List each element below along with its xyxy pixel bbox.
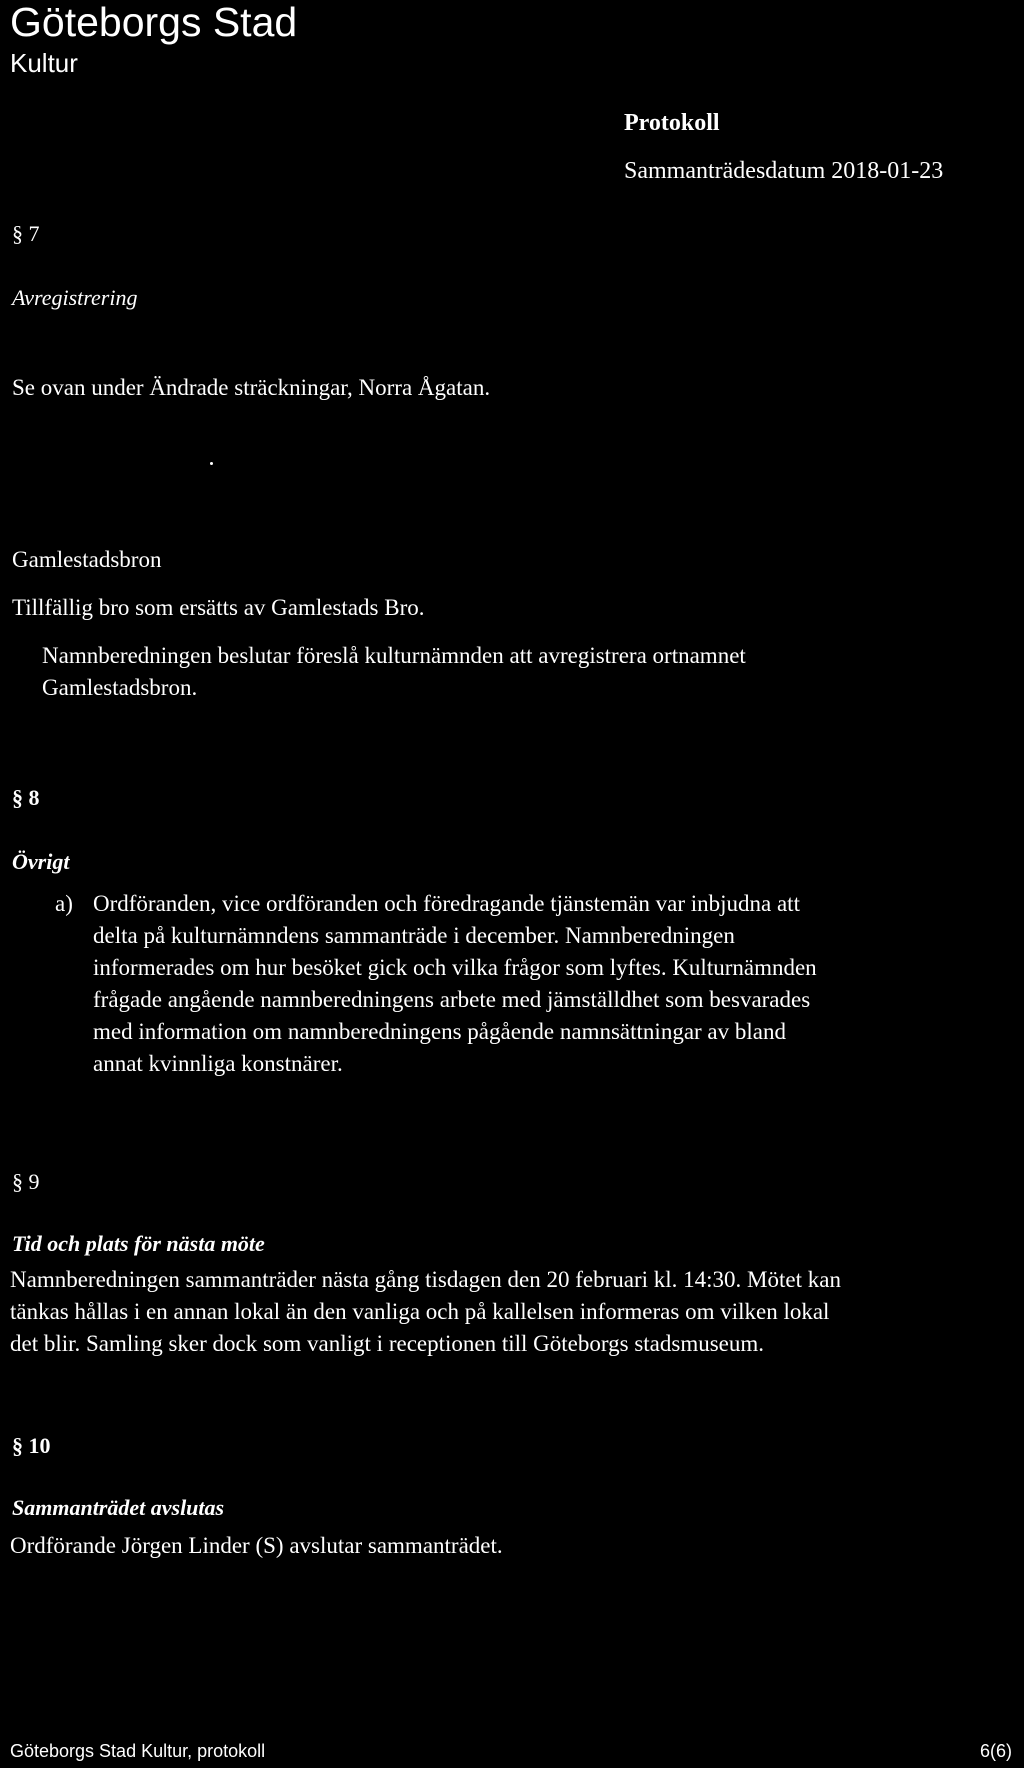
item-line: med information om namnberedningens pågående namnsättningar av bland bbox=[93, 1019, 786, 1044]
section-9-text bbox=[10, 1264, 841, 1360]
decision-line: Namnberedningen beslutar föreslå kulturnämnden att avregistrera ortnamnet bbox=[42, 643, 746, 668]
section-7-heading: Avregistrering bbox=[12, 285, 138, 310]
list-item-marker: a) bbox=[55, 891, 73, 916]
item-line: delta på kulturnämndens sammanträde i december. Namnberedningen bbox=[93, 923, 735, 948]
section-7-place-description: Tillfällig bro som ersätts av Gamlestads Bro. bbox=[12, 595, 425, 620]
org-name: Göteborgs Stad bbox=[10, 0, 298, 45]
section-8-number: § 8 bbox=[12, 785, 40, 810]
text-line: det blir. Samling sker dock som vanligt i receptionen till Göteborgs stadsmuseum. bbox=[10, 1331, 765, 1356]
section-8-heading: Övrigt bbox=[12, 849, 70, 874]
meeting-date: Sammanträdesdatum 2018-01-23 bbox=[624, 158, 944, 184]
item-line: annat kvinnliga konstnärer. bbox=[93, 1051, 343, 1076]
org-unit: Kultur bbox=[10, 48, 78, 78]
footer-document-label: Göteborgs Stad Kultur, protokoll bbox=[10, 1741, 266, 1761]
decision-line: Gamlestadsbron. bbox=[42, 675, 198, 700]
section-10-text: Ordförande Jörgen Linder (S) avslutar sammanträdet. bbox=[10, 1533, 503, 1558]
page-number: 6(6) bbox=[980, 1741, 1013, 1761]
document-type: Protokoll bbox=[624, 110, 720, 136]
section-10-number: § 10 bbox=[12, 1433, 51, 1458]
text-line: tänkas hållas i en annan lokal än den vanliga och på kallelsen informeras om vilken lokal bbox=[10, 1299, 830, 1324]
section-7-intro: Se ovan under Ändrade sträckningar, Norra Ågatan. bbox=[12, 375, 491, 400]
section-7-number: § 7 bbox=[12, 221, 40, 246]
text-line: Namnberedningen sammanträder nästa gång tisdagen den 20 februari kl. 14:30. Mötet kan bbox=[10, 1267, 841, 1292]
item-line: frågade angående namnberedningens arbete med jämställdhet som besvarades bbox=[93, 987, 811, 1012]
stray-mark bbox=[210, 462, 213, 465]
section-9-heading: Tid och plats för nästa möte bbox=[12, 1231, 265, 1256]
section-10-heading: Sammanträdet avslutas bbox=[12, 1495, 225, 1520]
item-line: informerades om hur besöket gick och vilka frågor som lyftes. Kulturnämnden bbox=[93, 955, 817, 980]
section-7-place-name: Gamlestadsbron bbox=[12, 547, 162, 572]
section-7-decision bbox=[42, 640, 746, 704]
item-line: Ordföranden, vice ordföranden och föredragande tjänstemän var inbjudna att bbox=[93, 891, 800, 916]
section-9-number: § 9 bbox=[12, 1169, 40, 1194]
section-8-item-text bbox=[93, 888, 817, 1080]
